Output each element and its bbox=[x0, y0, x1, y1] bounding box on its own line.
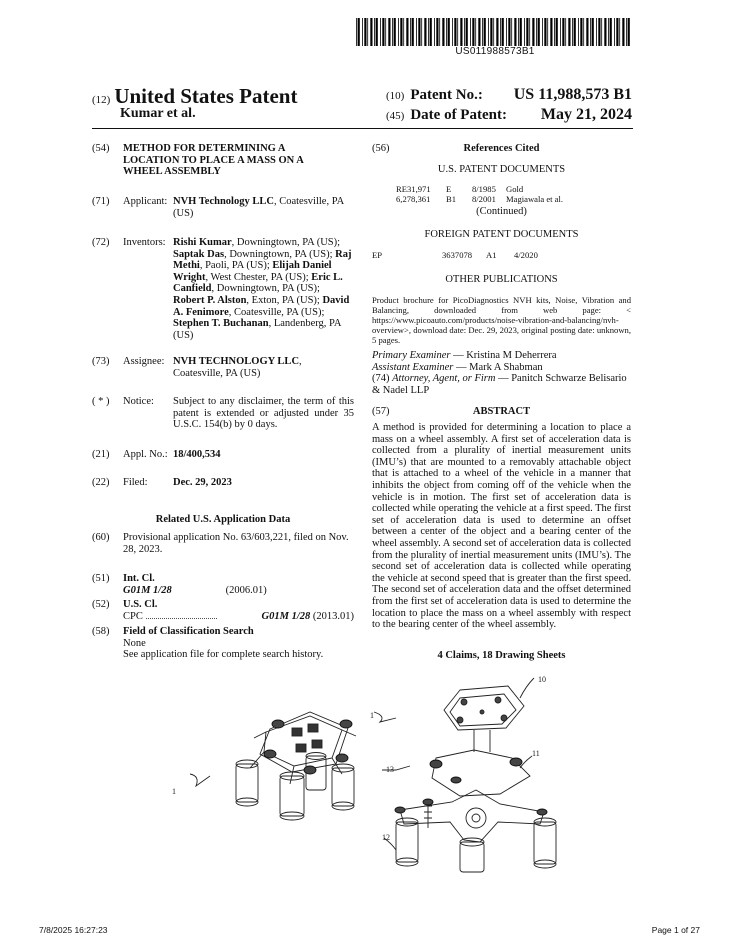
references-header bbox=[372, 143, 631, 155]
date-label: Date of Patent: bbox=[410, 107, 507, 123]
assistant-name: — Mark A Shabman bbox=[456, 361, 543, 373]
date-code: (45) bbox=[386, 110, 405, 122]
foreign-docs-title: FOREIGN PATENT DOCUMENTS bbox=[424, 229, 579, 240]
attorney-code: (74) bbox=[372, 373, 390, 385]
field-none: None bbox=[123, 637, 146, 649]
inventor-location: , West Chester, PA (US); bbox=[205, 271, 309, 283]
field-label: Field of Classification Search bbox=[123, 626, 254, 637]
cpc-leader: .................................... bbox=[145, 611, 218, 621]
inventor-short: Kumar et al. bbox=[120, 106, 196, 121]
doc-country: EP bbox=[372, 250, 383, 260]
doc-name: Magiawala et al. bbox=[506, 194, 564, 204]
us-doc-row bbox=[372, 184, 631, 194]
provisional-field bbox=[92, 532, 354, 555]
applicant-code: (71) bbox=[92, 196, 110, 207]
uscl-code: (52) bbox=[92, 599, 110, 610]
doc-kind: B1 bbox=[446, 194, 457, 204]
patent-number-row bbox=[386, 86, 632, 104]
refs-title: References Cited bbox=[463, 143, 540, 154]
abstract-title: ABSTRACT bbox=[472, 406, 531, 417]
field-see: See application file for complete search history. bbox=[123, 649, 324, 661]
appl-number: 18/400,534 bbox=[173, 449, 221, 460]
intcl-class: G01M 1/28 bbox=[123, 584, 172, 596]
claims-line: 4 Claims, 18 Drawing Sheets bbox=[437, 650, 566, 661]
inventor-name: Robert P. Alston bbox=[173, 294, 247, 306]
kind-code-label: (12) bbox=[92, 94, 111, 106]
patent-no-code: (10) bbox=[386, 90, 405, 102]
inventor-name: Raj Methi bbox=[173, 248, 352, 272]
other-pub-title: OTHER PUBLICATIONS bbox=[445, 274, 558, 285]
doc-kind: E bbox=[446, 184, 452, 194]
drawing-label-11: 11 bbox=[532, 749, 540, 758]
cpc-year: (2013.01) bbox=[312, 610, 354, 622]
left-assembly bbox=[190, 712, 356, 820]
appl-label: Appl. No.: bbox=[123, 449, 168, 460]
applicant-location: , Coatesville, PA (US) bbox=[173, 196, 344, 219]
inventors-code: (72) bbox=[92, 237, 110, 248]
intcl-label: Int. Cl. bbox=[123, 573, 155, 584]
barcode-number: US011988573B1 bbox=[455, 46, 535, 57]
examiners bbox=[372, 350, 631, 396]
continued-note: (Continued) bbox=[476, 206, 527, 217]
applicant-field bbox=[92, 196, 354, 219]
assignee-label: Assignee: bbox=[123, 356, 165, 367]
inventor-location: , Downingtown, PA (US); bbox=[231, 237, 341, 248]
field-code: (58) bbox=[92, 626, 110, 637]
us-docs-title: U.S. PATENT DOCUMENTS bbox=[437, 164, 566, 175]
foreign-doc-row bbox=[372, 250, 631, 260]
header-divider bbox=[92, 128, 633, 129]
abstract-text: A method is provided for determining a location to place a mass on a wheel assembly. A first set of acceleration data is collected from a plurality of inertial measurement units (IMU’s) that are mounted to a removably attachable object that is attached to a wheel of the vehicle in a manner that inhibits the object from coming off of the vehicle when the vehicle is in motion. The first set of acceleration data is collected while operating the vehicle at a first speed. The first set of acceleration data is used to determine an offset between a center of the object and a bearing center of the wheel assembly. A second set of acceleration data is collected from the plurality of inertial measurement units (IMU’s). The second set of acceleration data is collected while operating the vehicle at second speed that is greater than the first speed. The second set of acceleration data and the offset determined from the first set of acceleration data is used to determine the location to place the mass on a wheel assembly with respect to the bearing center of the wheel assembly. bbox=[372, 422, 631, 631]
inventor-list bbox=[173, 237, 354, 341]
appl-no-field bbox=[92, 449, 354, 461]
cpc-label: CPC bbox=[123, 610, 143, 622]
assistant-examiner bbox=[372, 362, 631, 374]
assignee-location: , Coatesville, PA (US) bbox=[173, 356, 302, 379]
abstract-code: (57) bbox=[372, 406, 390, 417]
related-data-title: Related U.S. Application Data bbox=[155, 514, 291, 525]
uscl-label: U.S. Cl. bbox=[123, 599, 158, 610]
inventor-name: Saptak Das bbox=[173, 248, 225, 260]
assignee-code: (73) bbox=[92, 356, 110, 367]
primary-name: — Kristina M Deherrera bbox=[453, 350, 557, 361]
patent-type-title: United States Patent bbox=[114, 84, 298, 108]
inventor-location: , Paoli, PA (US); bbox=[199, 260, 270, 272]
page-indicator: Page 1 of 27 bbox=[651, 925, 700, 935]
inventor-name: Elijah Daniel Wright bbox=[173, 260, 332, 283]
inventors-field bbox=[92, 237, 354, 341]
doc-number: RE31,971 bbox=[396, 184, 431, 194]
notice-code: ( * ) bbox=[92, 396, 110, 407]
prov-text: Provisional application No. 63/603,221, filed on Nov. 28, 2023. bbox=[123, 532, 349, 555]
filed-field bbox=[92, 477, 354, 489]
doc-number: 6,278,361 bbox=[396, 194, 431, 204]
doc-date: 4/2020 bbox=[514, 250, 538, 260]
applicant-label: Applicant: bbox=[123, 196, 168, 207]
patent-date-row bbox=[386, 106, 632, 124]
other-pub-text: Product brochure for PicoDiagnostics NVH kits, Noise, Vibration and Balancing, downloaded from web page: < https://www.picoauto.com/products/noise-vibration-and-balancing/nvh-overview>, download date: Dec. 29, 2023, original posting date: unknown, 5 pages. bbox=[372, 295, 631, 345]
primary-examiner bbox=[372, 350, 631, 362]
attorney bbox=[372, 373, 631, 396]
prov-code: (60) bbox=[92, 532, 110, 543]
attorney-label: Attorney, Agent, or Firm bbox=[392, 373, 496, 385]
us-doc-row bbox=[372, 194, 631, 204]
inventor-location: , Downingtown, PA (US); bbox=[224, 248, 333, 260]
int-cl-field bbox=[92, 573, 354, 596]
drawing-label-13: 13 bbox=[386, 765, 394, 774]
drawing-label-10: 10 bbox=[538, 675, 546, 684]
inventor-location: , Coatesville, PA (US); bbox=[228, 306, 325, 318]
abstract-header bbox=[372, 406, 631, 418]
title-code: (54) bbox=[92, 143, 110, 154]
attorney-name: — Panitch Schwarze Belisario & Nadel LLP bbox=[372, 373, 627, 396]
inventors-label: Inventors: bbox=[123, 237, 166, 248]
assignee-value bbox=[173, 356, 354, 379]
cpc-class: G01M 1/28 bbox=[261, 610, 311, 622]
patent-date: May 21, 2024 bbox=[540, 106, 632, 123]
filed-date: Dec. 29, 2023 bbox=[173, 477, 232, 488]
notice-text: Subject to any disclaimer, the term of this patent is extended or adjusted under 35 U.S.C. 154(b) by 0 days. bbox=[173, 396, 354, 431]
inventor-name: David A. Fenimore bbox=[173, 294, 350, 318]
intcl-block bbox=[123, 573, 354, 596]
foreign-docs-list bbox=[372, 250, 631, 260]
print-timestamp: 7/8/2025 16:27:23 bbox=[39, 925, 108, 935]
drawing-label-1a: 1 bbox=[172, 787, 176, 796]
doc-name: Gold bbox=[506, 184, 524, 194]
intcl-code: (51) bbox=[92, 573, 110, 584]
inventor-name: Eric L. Canfield bbox=[173, 271, 343, 295]
inventor-location: , Landenberg, PA (US) bbox=[173, 318, 341, 341]
field-block bbox=[123, 626, 354, 661]
doc-kind: A1 bbox=[486, 250, 497, 260]
assignee-field bbox=[92, 356, 354, 379]
invention-title: METHOD FOR DETERMINING A LOCATION TO PLACE A MASS ON A WHEEL ASSEMBLY bbox=[123, 143, 304, 178]
notice-label: Notice: bbox=[123, 396, 154, 407]
refs-code: (56) bbox=[372, 143, 390, 154]
filed-code: (22) bbox=[92, 477, 110, 488]
appl-code: (21) bbox=[92, 449, 110, 460]
drawing-label-12: 12 bbox=[382, 833, 390, 842]
applicant-value bbox=[173, 196, 354, 219]
assistant-label: Assistant Examiner bbox=[372, 361, 454, 373]
us-docs-list bbox=[372, 184, 631, 204]
classification-field bbox=[92, 626, 354, 661]
uscl-block bbox=[123, 599, 354, 622]
patent-drawing bbox=[160, 672, 590, 877]
right-assembly bbox=[374, 678, 556, 872]
doc-date: 8/2001 bbox=[472, 194, 496, 204]
inventor-name: Stephen T. Buchanan bbox=[173, 318, 269, 330]
applicant-name: NVH Technology LLC bbox=[173, 196, 274, 207]
barcode bbox=[356, 18, 634, 46]
filed-label: Filed: bbox=[123, 477, 148, 488]
title-field bbox=[92, 143, 354, 178]
inventor-location: , Exton, PA (US); bbox=[246, 294, 320, 306]
inventor-name: Rishi Kumar bbox=[173, 237, 232, 248]
primary-label: Primary Examiner bbox=[372, 350, 451, 361]
inventor-location: , Downingtown, PA (US); bbox=[211, 283, 320, 295]
drawing-label-1b: 1 bbox=[370, 711, 374, 720]
doc-number: 3637078 bbox=[442, 250, 473, 260]
patent-number: US 11,988,573 B1 bbox=[513, 86, 632, 103]
patent-no-label: Patent No.: bbox=[410, 87, 483, 103]
assignee-name: NVH TECHNOLOGY LLC bbox=[173, 356, 300, 367]
intcl-year: (2006.01) bbox=[225, 584, 267, 596]
us-cl-field bbox=[92, 599, 354, 622]
doc-date: 8/1985 bbox=[472, 184, 496, 194]
notice-field bbox=[92, 396, 354, 431]
